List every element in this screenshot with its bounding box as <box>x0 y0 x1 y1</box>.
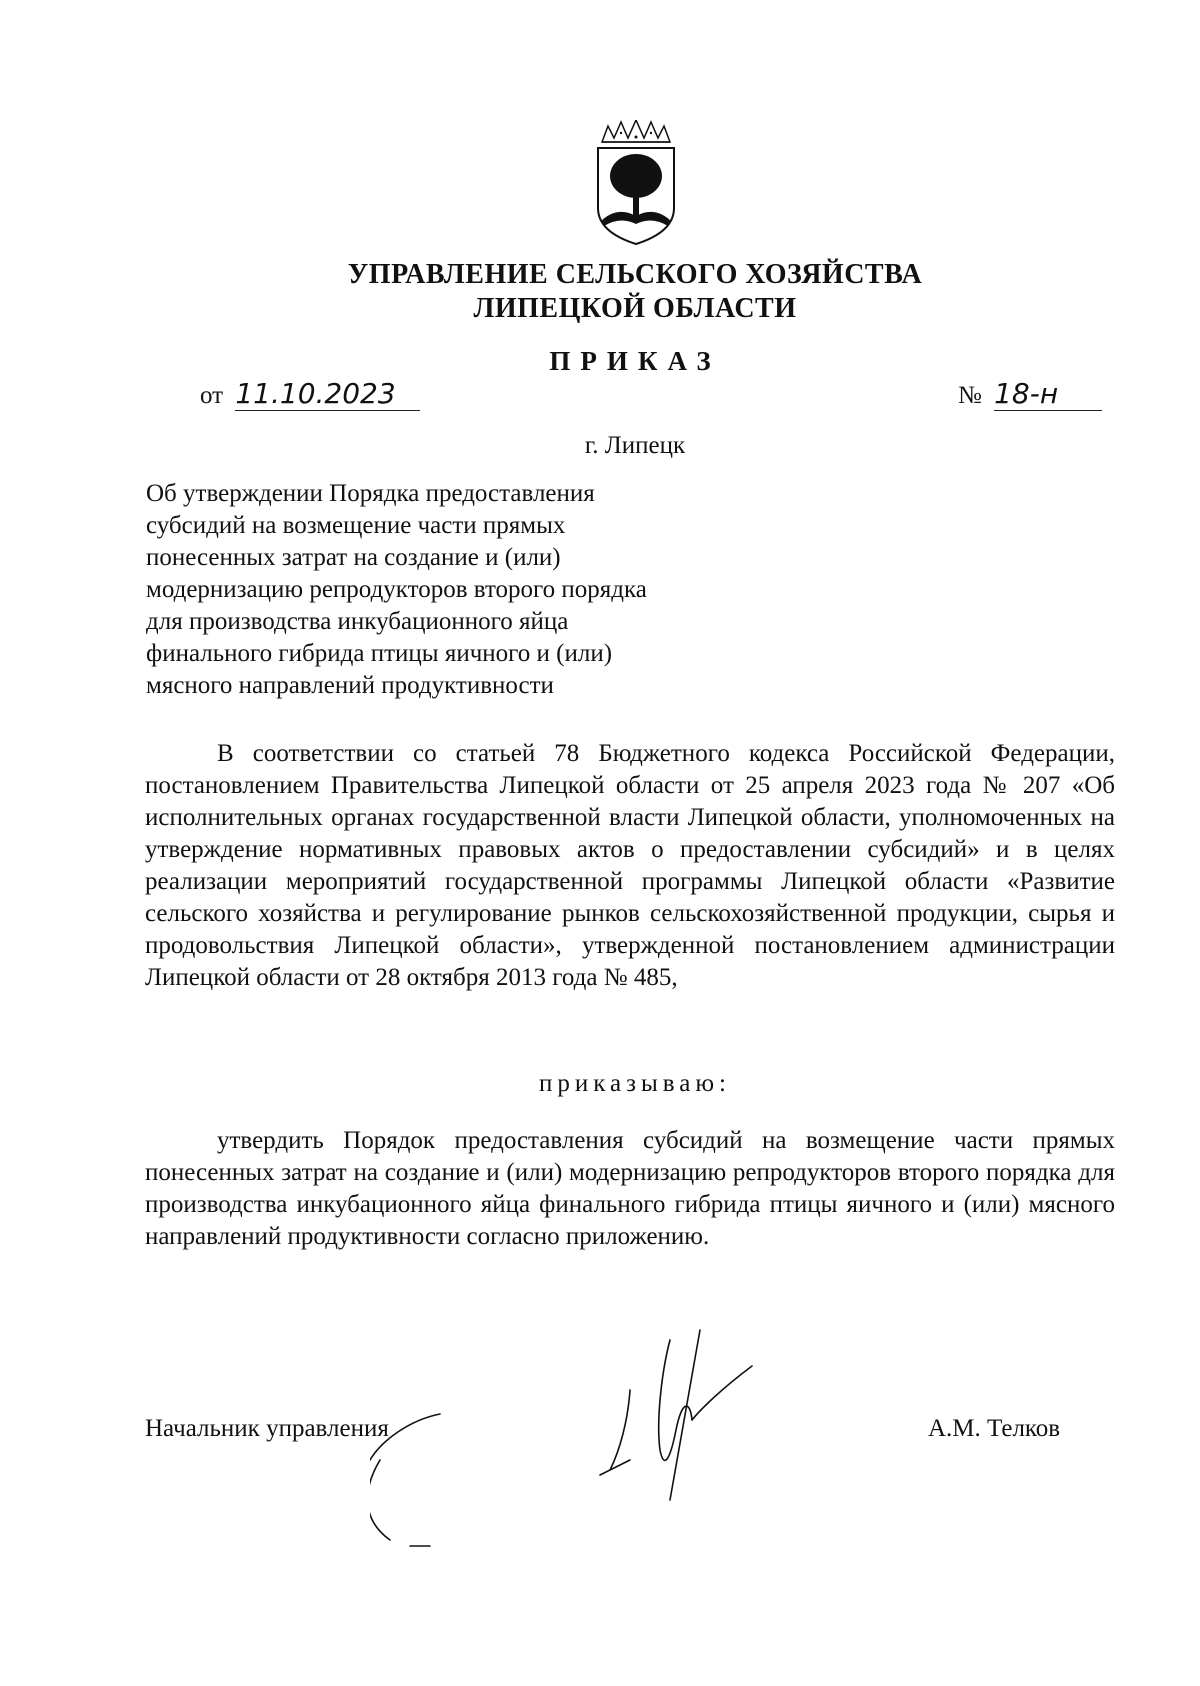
subject-line: Об утверждении Порядка предоставления <box>146 480 595 507</box>
signatory-title: Начальник управления <box>145 1415 389 1442</box>
date-prefix: от <box>200 382 224 409</box>
subject-line: модернизацию репродукторов второго порядка <box>146 576 647 603</box>
document-number <box>958 378 1102 411</box>
subject-line: финального гибрида птицы яичного и (или) <box>146 640 613 667</box>
signatory-name: А.М. Телков <box>928 1415 1061 1442</box>
handwritten-signature <box>370 1310 850 1570</box>
document-subject <box>146 478 866 702</box>
lipetsk-coat-of-arms-icon <box>588 120 684 250</box>
preamble-paragraph: В соответствии со статьей 78 Бюджетного кодекса Российской Федерации, постановлением Правительства Липецкой области от 25 апреля 2023 года № 207 «Об исполнительных органах государственной власти Липецкой области, уполномоченных на утверждение нормативных правовых актов о предоставлении субсидий» и в целях реализации мероприятий государственной программы Липецкой области «Развитие сельского хозяйства и регулирование рынков сельскохозяйственной продукции, сырья и продовольствия Липецкой области», утвержденной постановлением администрации Липецкой области от 28 октября 2013 года № 485, <box>145 740 1115 991</box>
date-value: 11.10.2023 <box>235 378 420 411</box>
city: г. Липецк <box>584 432 686 459</box>
number-prefix: № <box>958 382 982 409</box>
document-date <box>200 378 420 411</box>
number-value: 18-н <box>994 378 1102 411</box>
order-paragraph: утвердить Порядок предоставления субсидий на возмещение части прямых понесенных затрат на создание и (или) модернизацию репродукторов второго порядка для производства инкубационного яйца финального гибрида птицы яичного и (или) мясного направлений продуктивности согласно приложению. <box>145 1127 1115 1250</box>
subject-line: понесенных затрат на создание и (или) <box>146 544 561 571</box>
ordering-word: приказываю: <box>539 1070 731 1097</box>
document-type-title: ПРИКАЗ <box>549 346 721 376</box>
subject-line: субсидий на возмещение части прямых <box>146 512 566 539</box>
subject-line: мясного направлений продуктивности <box>146 672 554 699</box>
subject-line: для производства инкубационного яйца <box>146 608 569 635</box>
organization-name-line1: УПРАВЛЕНИЕ СЕЛЬСКОГО ХОЗЯЙСТВА <box>347 259 923 290</box>
organization-name-line2: ЛИПЕЦКОЙ ОБЛАСТИ <box>473 293 797 324</box>
